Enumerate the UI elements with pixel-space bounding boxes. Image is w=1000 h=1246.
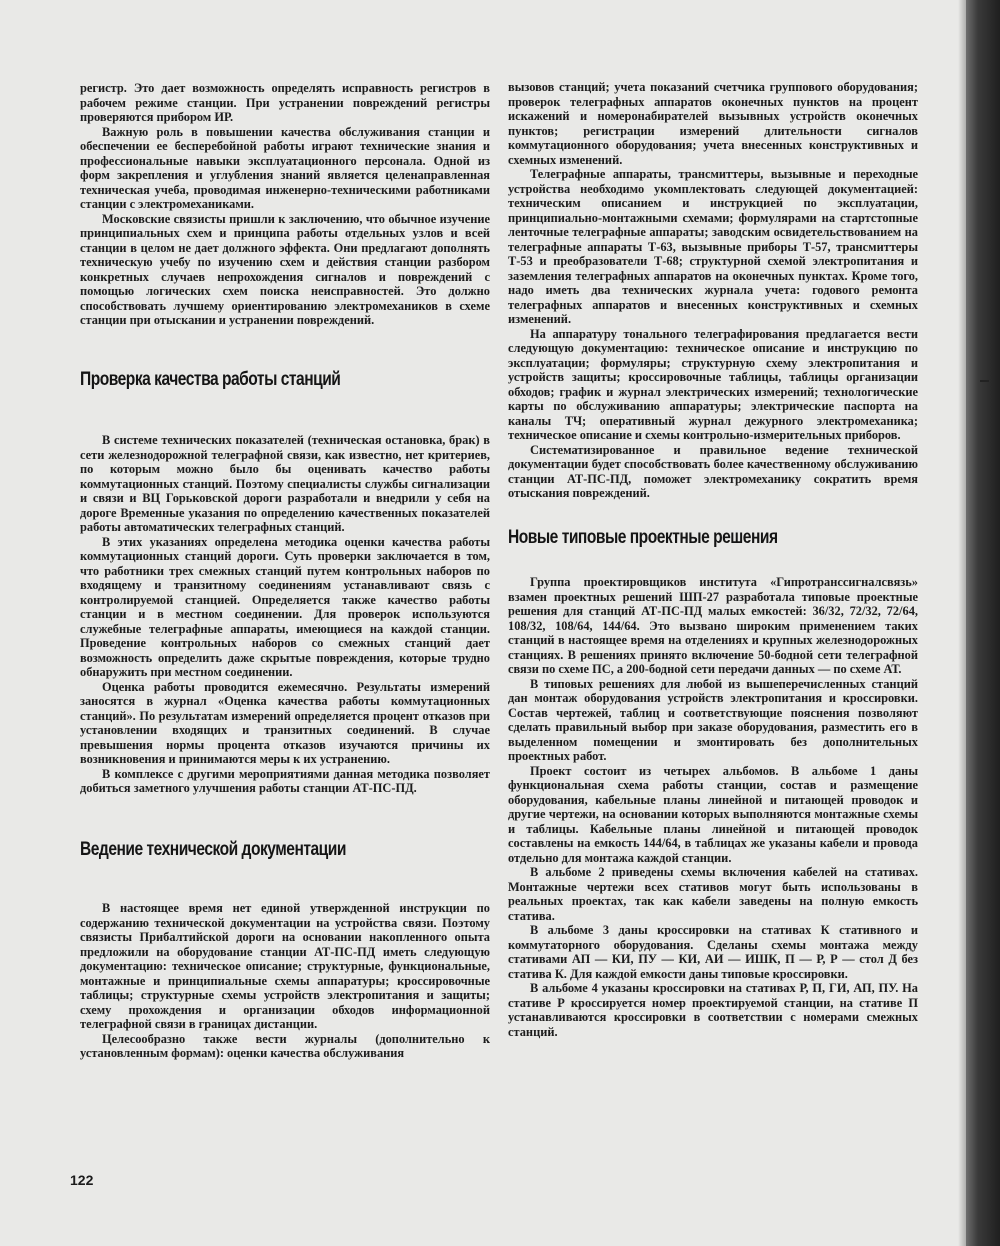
paragraph: Важную роль в повышении качества обслуживания станции и обеспечении ее бесперебойной работы играют технические знания и профессиональные навыки эксплуатационного персонала. Одной из форм закрепления и углубления знаний является целенаправленная техническая учеба, проводимая инженерно-техническими работниками станции с электромеханиками. (80, 124, 490, 211)
paragraph: Проект состоит из четырех альбомов. В альбоме 1 даны функциональная схема работы станции, состав и размещение оборудования, кабельные планы линейной и питающей проводок и другие чертежи, на основании которых выполняются монтажные схемы и таблицы. Кабельные планы линейной и питающей проводок составлены на емкость 144/64, в таблицах же указаны кабели и провода отдельно для монтажа каждой станции. (508, 763, 918, 865)
paragraph: Целесообразно также вести журналы (дополнительно к установленным формам): оценки качества обслуживания (80, 1031, 490, 1060)
section-heading-new-designs: Новые типовые проектные решения (508, 526, 778, 548)
paragraph: Группа проектировщиков института «Гипротранссигналсвязь» взамен проектных решений ШП-27 разработала типовые проектные решения для станций АТ-ПС-ПД малых емкостей: 36/32, 72/32, 72/64, 108/32, 108/64, 144/64. Это вызвано широким применением таких станций в настоящее время на отделениях и крупных железнодорожных станциях. В решениях принято включение 50-бодной сети телеграфной связи по схеме ПС, а 200-бодной сети передачи данных — по схеме АТ. (508, 575, 918, 676)
paragraph: В настоящее время нет единой утвержденной инструкции по содержанию технической документации на устройства связи. Поэтому связисты Прибалтийской дороги на основании накопленного опыта предложили на оборудование станции АТ-ПС-ПД иметь следующую документацию: техническое описание; структурные, функциональные, монтажные и принципиальные схемы аппаратуры; кроссировочные таблицы; структурные схемы устройств электропитания и защиты; схему прохождения и организации обходов информационной телеграфной связи в границах дистанции. (80, 901, 490, 1031)
section-heading-station-quality: Проверка качества работы станций (80, 368, 341, 390)
paragraph: На аппаратуру тонального телеграфирования предлагается вести следующую документацию: техническое описание и инструкцию по эксплуатации; формуляры; структурную схему электропитания и устройств защиты; кроссировочные таблицы, таблицы организации обходов; график и журнал электрических измерений; технологические карты по обслуживанию аппаратуры; электрические паспорта на каналы ТЧ; оперативный журнал дежурного электромеханика; техническое описание и схемы контрольно-измерительных приборов. (508, 326, 918, 442)
paragraph: В комплексе с другими мероприятиями данная методика позволяет добиться заметного улучшения работы станции АТ-ПС-ПД. (80, 766, 490, 795)
book-spine (966, 0, 1000, 1246)
paragraph: вызовов станций; учета показаний счетчика группового оборудования; проверок телеграфных аппаратов оконечных пунктов на процент искажений и номеронабирателей вызывных устройств оконечных пунктов; регистрации измерений длительности сигналов коммутационного оборудования; учета внесенных конструктивных и схемных изменений. (508, 80, 918, 167)
left-column (80, 81, 490, 1061)
paragraph: В альбоме 3 даны кроссировки на стативах К стативного и коммутаторного оборудования. Сделаны схемы монтажа между стативами АП — КИ, ПУ — КИ, АИ — ИШК, П — Р, Р — стол Д без статива К. Для каждой емкости даны типовые кроссировки. (508, 923, 918, 981)
page-number: 122 (70, 1172, 94, 1188)
paragraph: В альбоме 2 приведены схемы включения кабелей на стативах. Монтажные чертежи всех стативов могут быть использованы в реальных проектах, так как кабели заведены на полную емкость статива. (508, 865, 918, 923)
paragraph: Московские связисты пришли к заключению, что обычное изучение принципиальных схем и принципа работы отдельных узлов и всей станции в целом не дает должного эффекта. Они предлагают дополнять техническую учебу по изучению схем и действия станции разбором конкретных случаев непрохождения сигналов и повреждений с помощью логических схем поиска неисправностей. Это должно способствовать лучшему ориентированию электромехаников в схеме станции при отыскании и устранении повреждений. (80, 211, 490, 327)
paragraph: В системе технических показателей (техническая остановка, брак) в сети железнодорожной телеграфной связи, как известно, нет критериев, по которым можно было бы оценивать качество работы коммутационных станций. Поэтому специалисты службы сигнализации и связи и ВЦ Горьковской дороги разработали и внедрили у себя на дороге Временные указания по определению качественных показателей работы автоматических телеграфных станций. (80, 433, 490, 534)
paragraph: В альбоме 4 указаны кроссировки на стативах Р, П, ГИ, АП, ПУ. На стативе Р кроссируется номер проектируемой станции, на стативе П устанавливаются кроссировки в соответствии с номерами смежных станций. (508, 981, 918, 1039)
paragraph: В типовых решениях для любой из вышеперечисленных станций дан монтаж оборудования устройств электропитания и кроссировки. Состав чертежей, таблиц и соответствующие пояснения позволяют сделать правильный выбор при заказе оборудования, разместить его в выделенном помещении и змонтировать без дополнительных проектных работ. (508, 676, 918, 763)
paragraph: Систематизированное и правильное ведение технической документации будет способствовать более качественному обслуживанию станции АТ-ПС-ПД, поможет электромеханику сократить время отыскания повреждений. (508, 442, 918, 500)
margin-mark (980, 380, 989, 382)
binding-shadow (958, 0, 966, 1246)
paragraph: В этих указаниях определена методика оценки качества работы коммутационных станций дороги. Суть проверки заключается в том, что работники трех смежных станций путем контрольных наборов по входящему и транзитному соединениям устанавливают связь с контролируемой станцией. Определяется также качество работы станции и в местном соединении. Для проверок используются служебные телеграфные аппараты, имеющиеся на каждой станции. Проведение контрольных наборов со смежных станций дает возможность определить даже скрытые повреждения, которые трудно обнаружить при местном соединении. (80, 534, 490, 679)
paragraph: Телеграфные аппараты, трансмиттеры, вызывные и переходные устройства необходимо укомплектовать следующей документацией: техническим описанием и инструкцией по эксплуатации, принципиально-монтажными схемами; формулярами на стартстопные ленточные телеграфные аппараты; заводским освидетельствованием на телеграфные аппараты Т-63, вызывные приборы Т-57, трансмиттеры Т-53 и преобразователи Т-68; структурной схемой электропитания и заземления телеграфных аппаратов на оконечных пунктах. Кроме того, надо иметь два технических журнала учета: годового ремонта телеграфных аппаратов и внесенных конструктивных и схемных изменений. (508, 167, 918, 326)
right-column (508, 80, 918, 1039)
paragraph: Оценка работы проводится ежемесячно. Результаты измерений заносятся в журнал «Оценка качества работы коммутационных станций». По результатам измерений определяется процент отказов при установлении входящих и транзитных соединений. В случае превышения нормы процента отказов изучаются причины их возникновения и принимаются меры к их устранению. (80, 679, 490, 766)
section-heading-tech-docs: Ведение технической документации (80, 838, 346, 860)
paragraph: регистр. Это дает возможность определять исправность регистров в рабочем режиме станции. При устранении повреждений регистры проверяются прибором ИР. (80, 81, 490, 124)
